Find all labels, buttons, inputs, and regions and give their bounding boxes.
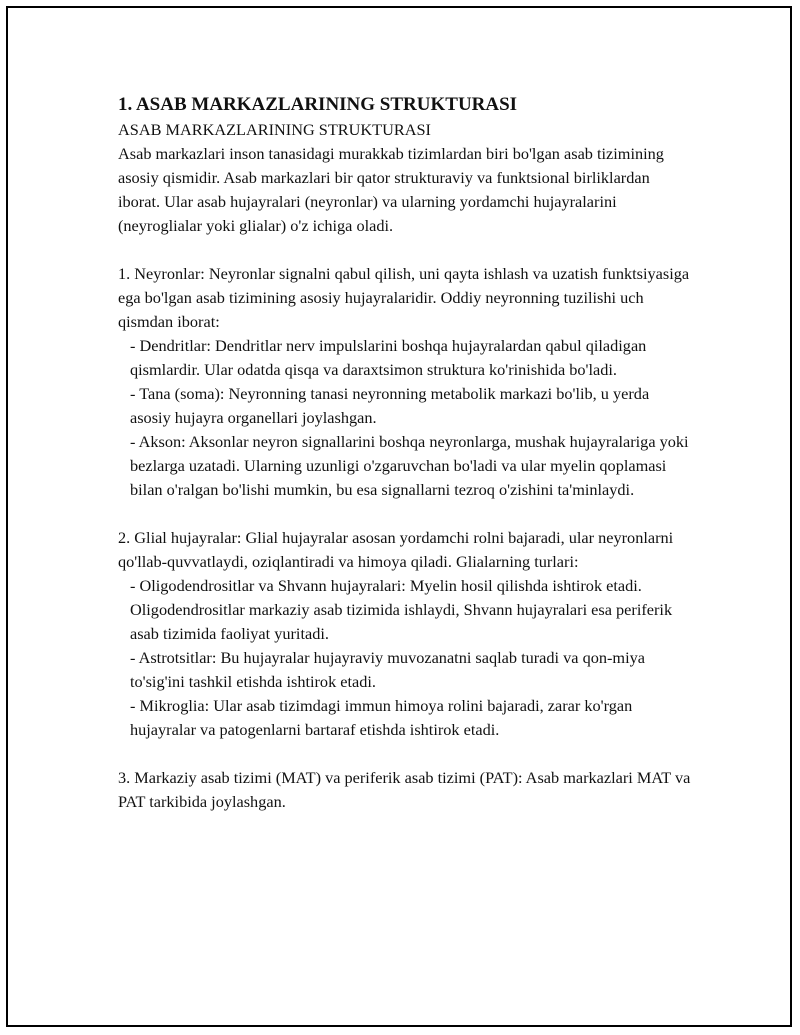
intro-paragraph: Asab markazlari inson tanasidagi murakkab tizimlardan biri bo'lgan asab tizimining asosiy qismidir. Asab markazlari bir qator strukturaviy va funktsional birliklardan iborat. Ular asab hujayralari (neyronlar) va ularning yordamchi hujayralarini (neyroglialar yoki glialar) o'z ichiga oladi.: [118, 144, 664, 235]
list-item-soma: - Tana (soma): Neyronning tanasi neyronning metabolik markazi bo'lib, u yerda asosiy hujayra organellari joylashgan.: [130, 384, 650, 427]
list-item-oligodendrocytes: - Oligodendrositlar va Shvann hujayralari: Myelin hosil qilishda ishtirok etadi. Oligodendrositlar markaziy asab tizimida ishlaydi, Shvann hujayralari esa periferik asab tizimida faoliyat yuritadi.: [130, 576, 673, 643]
paragraph-gap: [118, 742, 693, 766]
list-item-dendrites: - Dendritlar: Dendritlar nerv impulslarini boshqa hujayralardan qabul qiladigan qismlardir. Ular odatda qisqa va daraxtsimon struktura ko'rinishida bo'ladi.: [130, 336, 647, 379]
paragraph-gap: [118, 502, 693, 526]
list-item-astrocytes: - Astrotsitlar: Bu hujayralar hujayraviy muvozanatni saqlab turadi va qon-miya to'sig'ini tashkil etishda ishtirok etadi.: [130, 648, 645, 691]
section-glial-cells: 2. Glial hujayralar: Glial hujayralar asosan yordamchi rolni bajaradi, ular neyronlarni qo'llab-quvvatlaydi, oziqlantiradi va himoya qiladi. Glialarning turlari:: [118, 528, 674, 571]
section-neurons: 1. Neyronlar: Neyronlar signalni qabul qilish, uni qayta ishlash va uzatish funktsiyasiga ega bo'lgan asab tizimining asosiy hujayralaridir. Oddiy neyronning tuzilishi uch qismdan iborat:: [118, 264, 690, 331]
document-body: [118, 92, 693, 814]
section-cns-pns: 3. Markaziy asab tizimi (MAT) va periferik asab tizimi (PAT): Asab markazlari MAT va PAT tarkibida joylashgan.: [118, 768, 691, 811]
list-item-axon: - Akson: Aksonlar neyron signallarini boshqa neyronlarga, mushak hujayralariga yoki bezlarga uzatadi. Ularning uzunligi o'zgaruvchan bo'ladi va ular myelin qoplamasi bilan o'ralgan bo'lishi mumkin, bu esa signallarni tezroq o'zishini ta'minlaydi.: [130, 432, 689, 499]
list-item-microglia: - Mikroglia: Ular asab tizimdagi immun himoya rolini bajaradi, zarar ko'rgan hujayralar va patogenlarni bartaraf etishda ishtirok etadi.: [130, 696, 633, 739]
document-subheading: ASAB MARKAZLARINING STRUKTURASI: [118, 120, 431, 139]
paragraph-gap: [118, 238, 693, 262]
page-title: 1. ASAB MARKAZLARINING STRUKTURASI: [118, 94, 518, 115]
